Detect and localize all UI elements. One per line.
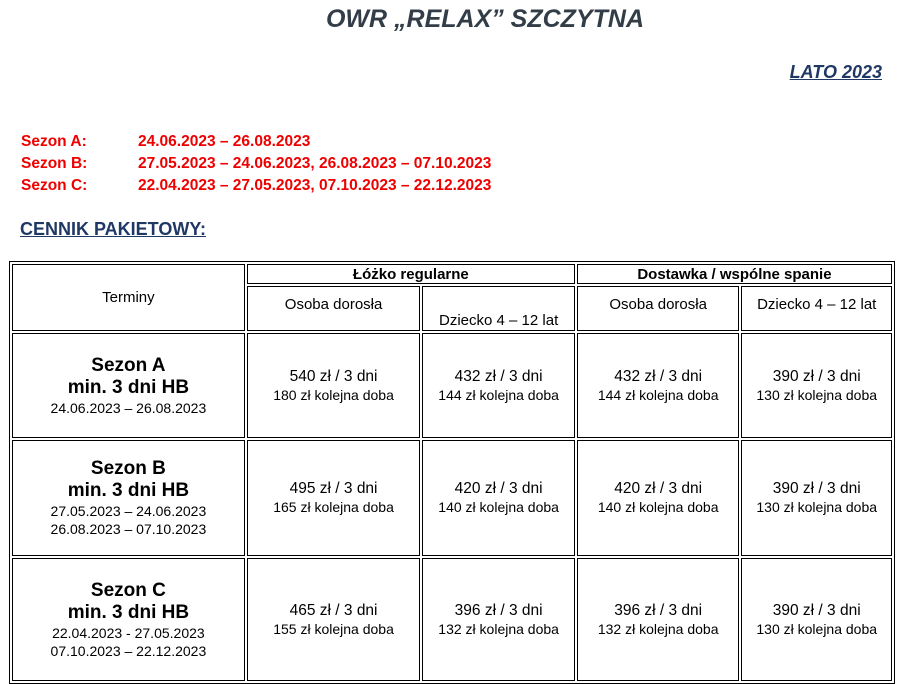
package-price: 420 zł / 3 dni bbox=[614, 480, 703, 497]
package-price: 390 zł / 3 dni bbox=[772, 367, 861, 385]
season-cell bbox=[12, 558, 245, 681]
season-title: Sezon B bbox=[90, 458, 166, 479]
package-price: 396 zł / 3 dni bbox=[454, 601, 543, 619]
price-cell bbox=[422, 440, 575, 556]
season-date-range: 24.06.2023 – 26.08.2023 bbox=[50, 399, 207, 416]
price-table bbox=[9, 261, 895, 684]
extra-night-price: 165 zł kolejna doba bbox=[273, 499, 394, 515]
package-price: 465 zł / 3 dni bbox=[289, 601, 378, 619]
package-price: 396 zł / 3 dni bbox=[614, 601, 703, 619]
season-name: Sezon B: bbox=[21, 155, 88, 172]
extra-night-price: 132 zł kolejna doba bbox=[438, 620, 559, 637]
season-date-range: 27.05.2023 – 24.06.2023 bbox=[50, 503, 207, 519]
extra-night-price: 130 zł kolejna doba bbox=[756, 499, 878, 515]
price-cell bbox=[577, 558, 740, 681]
extra-night-price: 130 zł kolejna doba bbox=[756, 620, 878, 637]
price-cell bbox=[422, 333, 575, 438]
season-date-range: 07.10.2023 – 22.12.2023 bbox=[50, 642, 207, 659]
extra-night-price: 132 zł kolejna doba bbox=[597, 620, 719, 637]
column-header-adult: Osoba dorosła bbox=[247, 286, 421, 331]
table-row bbox=[12, 333, 892, 438]
extra-night-price: 144 zł kolejna doba bbox=[597, 386, 719, 403]
season-dates: 24.06.2023 – 26.08.2023 bbox=[138, 133, 311, 150]
package-price: 420 zł / 3 dni bbox=[454, 480, 543, 497]
season-date-range: 26.08.2023 – 07.10.2023 bbox=[50, 521, 207, 537]
column-header-adult: Osoba dorosła bbox=[577, 286, 740, 331]
season-title: Sezon A bbox=[91, 354, 166, 376]
extra-night-price: 180 zł kolejna doba bbox=[273, 386, 394, 403]
price-cell bbox=[577, 440, 740, 556]
price-list-heading: CENNIK PAKIETOWY: bbox=[20, 219, 207, 239]
minimum-stay: min. 3 dni HB bbox=[67, 376, 190, 398]
extra-bed-header: Dostawka / wspólne spanie bbox=[577, 264, 892, 284]
package-price: 432 zł / 3 dni bbox=[614, 367, 703, 385]
minimum-stay: min. 3 dni HB bbox=[67, 601, 190, 623]
price-cell bbox=[247, 440, 421, 556]
season-name: Sezon C: bbox=[21, 177, 88, 194]
price-cell bbox=[422, 558, 575, 681]
season-cell bbox=[12, 333, 245, 438]
column-header-child: Dziecko 4 – 12 lat bbox=[741, 286, 892, 331]
price-cell bbox=[741, 440, 892, 556]
season-label: LATO 2023 bbox=[789, 62, 882, 82]
season-date-range: 22.04.2023 - 27.05.2023 bbox=[52, 624, 205, 641]
price-cell bbox=[741, 558, 892, 681]
extra-night-price: 140 zł kolejna doba bbox=[438, 499, 559, 515]
season-dates: 22.04.2023 – 27.05.2023, 07.10.2023 – 22.12.2023 bbox=[138, 177, 492, 194]
season-cell bbox=[12, 440, 245, 556]
package-price: 390 zł / 3 dni bbox=[772, 601, 861, 619]
season-dates: 27.05.2023 – 24.06.2023, 26.08.2023 – 07.10.2023 bbox=[138, 155, 492, 172]
regular-bed-header: Łóżko regularne bbox=[247, 264, 575, 284]
price-cell bbox=[247, 333, 421, 438]
price-cell bbox=[741, 333, 892, 438]
extra-night-price: 144 zł kolejna doba bbox=[438, 386, 559, 403]
price-cell bbox=[577, 333, 740, 438]
table-row bbox=[12, 440, 892, 556]
package-price: 495 zł / 3 dni bbox=[289, 480, 378, 497]
price-cell bbox=[247, 558, 421, 681]
minimum-stay: min. 3 dni HB bbox=[67, 480, 190, 501]
extra-night-price: 130 zł kolejna doba bbox=[756, 386, 878, 403]
column-header-child: Dziecko 4 – 12 lat bbox=[422, 286, 575, 331]
season-title: Sezon C bbox=[90, 579, 166, 601]
page-title: OWR „RELAX” SZCZYTNA bbox=[325, 5, 645, 33]
package-price: 432 zł / 3 dni bbox=[454, 367, 543, 385]
package-price: 540 zł / 3 dni bbox=[289, 367, 378, 385]
extra-night-price: 155 zł kolejna doba bbox=[273, 620, 394, 637]
extra-night-price: 140 zł kolejna doba bbox=[597, 499, 719, 515]
season-name: Sezon A: bbox=[21, 133, 87, 150]
package-price: 390 zł / 3 dni bbox=[772, 480, 861, 497]
table-row bbox=[12, 558, 892, 681]
terms-header: Terminy bbox=[12, 264, 245, 331]
